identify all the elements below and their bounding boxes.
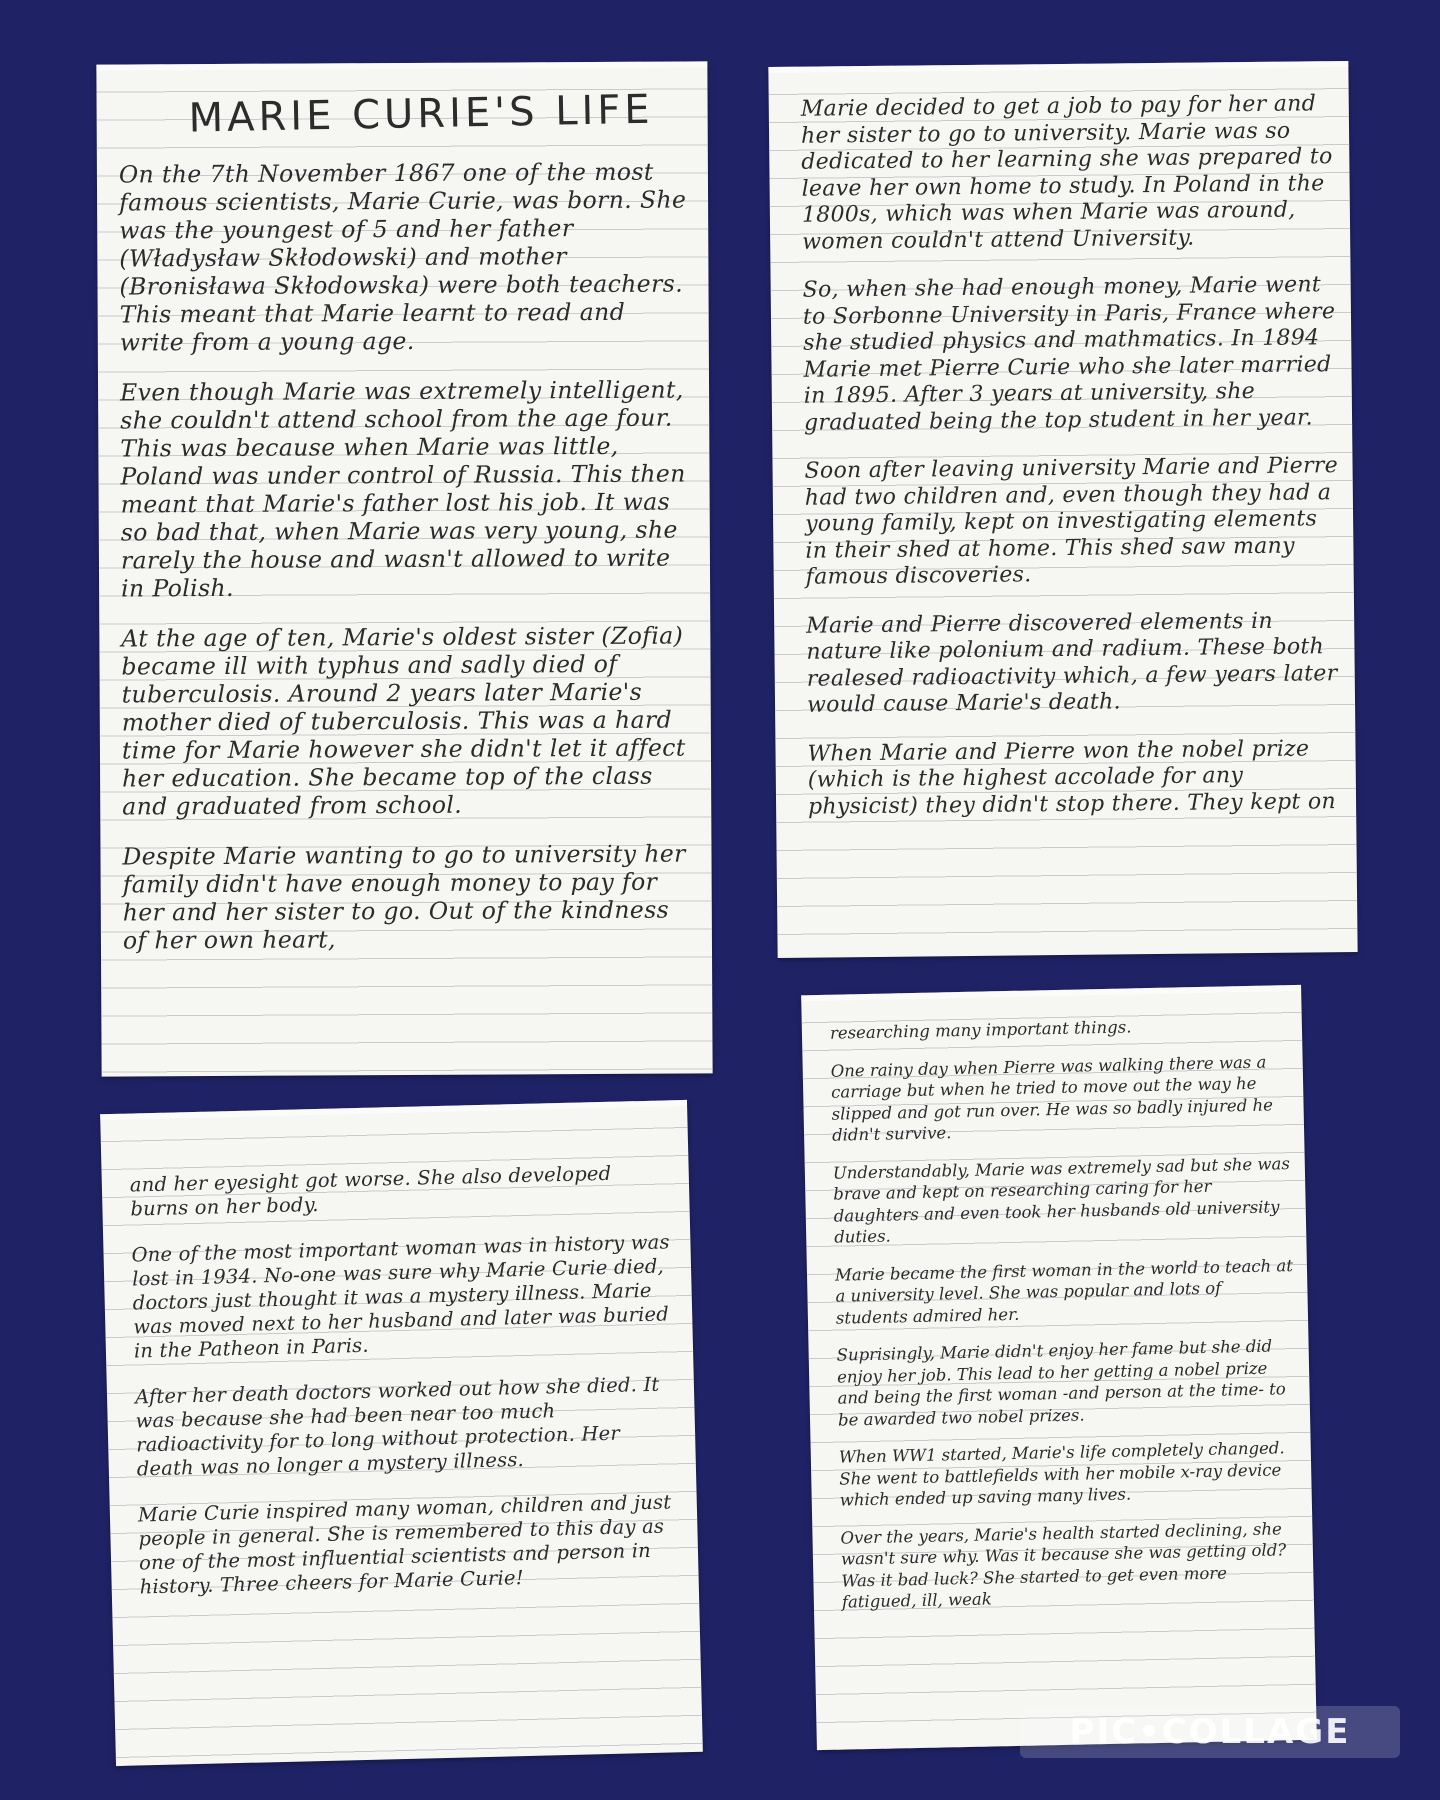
notebook-page-4 — [801, 985, 1317, 1750]
paragraph: One rainy day when Pierre was walking there was a carriage but when he tried to move out the way he slipped and got run over. He was so badly injured he didn't survive. — [830, 1052, 1274, 1145]
paragraph: So, when she had enough money, Marie went to Sorbonne University in Paris, France where she studied physics and mathmatics. In 1894 Marie met Pierre Curie who she later married in 1895. After 3 years at university, she graduated being the top student in her year. — [802, 272, 1336, 436]
paragraph: Even though Marie was extremely intelligent, she couldn't attend school from the age four. This was because when Marie was little, Poland was under control of Russia. This then meant that Marie's father lost his job. It was so bad that, when Marie was very young, she rarely the house and wasn't allowed to write in Polish. — [119, 375, 686, 603]
watermark-text: PIC•COLLAGE — [1069, 1712, 1351, 1752]
paragraph: When Marie and Pierre won the nobel prize (which is the highest accolade for any physicist) they didn't stop there. They kept on — [807, 735, 1337, 820]
paragraph: and her eyesight got worse. She also developed burns on her body. — [129, 1161, 612, 1221]
paragraph: One of the most important woman was in history was lost in 1934. No-one was sure why Marie Curie died, doctors just thought it was a mystery illness. Marie was moved next to her husband and later was buried in the Patheon in Paris. — [131, 1230, 670, 1363]
paragraph: When WW1 started, Marie's life completely changed. She went to battlefields with her mobile x-ray device which ended up saving many lives. — [838, 1438, 1285, 1510]
paragraph: Understandably, Marie was extremely sad but she was brave and kept on researching caring for her daughters and even took her husbands old university duties. — [832, 1153, 1291, 1247]
paragraph: At the age of ten, Marie's oldest sister (Zofia) became ill with typhus and sadly died of tuberculosis. Around 2 years later Marie's mother died of tuberculosis. This was a hard time for Marie however she didn't let it affect her education. She became top of the class and graduated from school. — [121, 621, 686, 821]
paragraph: On the 7th November 1867 one of the most famous scientists, Marie Curie, was born. She was the youngest of 5 and her father (Władysław Skłodowski) and mother (Bronisława Skłodowska) were both teachers. This meant that Marie learnt to read and write from a young age. — [118, 157, 687, 357]
paragraph: Marie Curie inspired many woman, children and just people in general. She is remembered to this day as one of the most influential scientists and person in history. Three cheers for Marie Curie! — [137, 1490, 672, 1599]
paragraph: Over the years, Marie's health started declining, she wasn't sure why. Was it because she was getting old? Was it bad luck? She started to get even more fatigued, ill, weak — [840, 1518, 1287, 1612]
notebook-page-1 — [96, 61, 712, 1076]
notebook-page-3 — [100, 1100, 703, 1766]
pic-collage-watermark — [1020, 1706, 1400, 1758]
paragraph: After her death doctors worked out how she died. It was because she had been near too much radioactivity for to long without protection. Her death was no longer a mystery illness. — [134, 1372, 660, 1481]
paragraph: Marie became the first woman in the world to teach at a university level. She was popular and lots of students admired her. — [834, 1255, 1294, 1328]
page-title: MARIE CURIE'S LIFE — [188, 86, 655, 142]
paragraph: Soon after leaving university Marie and Pierre had two children and, even though they had a young family, kept on investigating elements in their shed at home. This shed saw many famous discoveries. — [804, 453, 1339, 590]
paragraph: Marie and Pierre discovered elements in nature like polonium and radium. These both realesed radioactivity which, a few years later would cause Marie's death. — [806, 608, 1338, 718]
paragraph: Marie decided to get a job to pay for her and her sister to go to university. Marie was so dedicated to her learning she was prepared to leave her own home to study. In Poland in the 1800s, which was when Marie was around, women couldn't attend University. — [800, 91, 1333, 255]
paragraph: researching many important things. — [829, 1017, 1132, 1043]
paragraph: Despite Marie wanting to go to university her family didn't have enough money to pay for her and her sister to go. Out of the kindness of her own heart, — [122, 839, 686, 955]
notebook-page-2 — [768, 61, 1357, 958]
paragraph: Suprisingly, Marie didn't enjoy her fame but she did enjoy her job. This lead to her getting a nobel prize and being the first woman -and person at the time- to be awarded two nobel prizes. — [836, 1336, 1286, 1430]
